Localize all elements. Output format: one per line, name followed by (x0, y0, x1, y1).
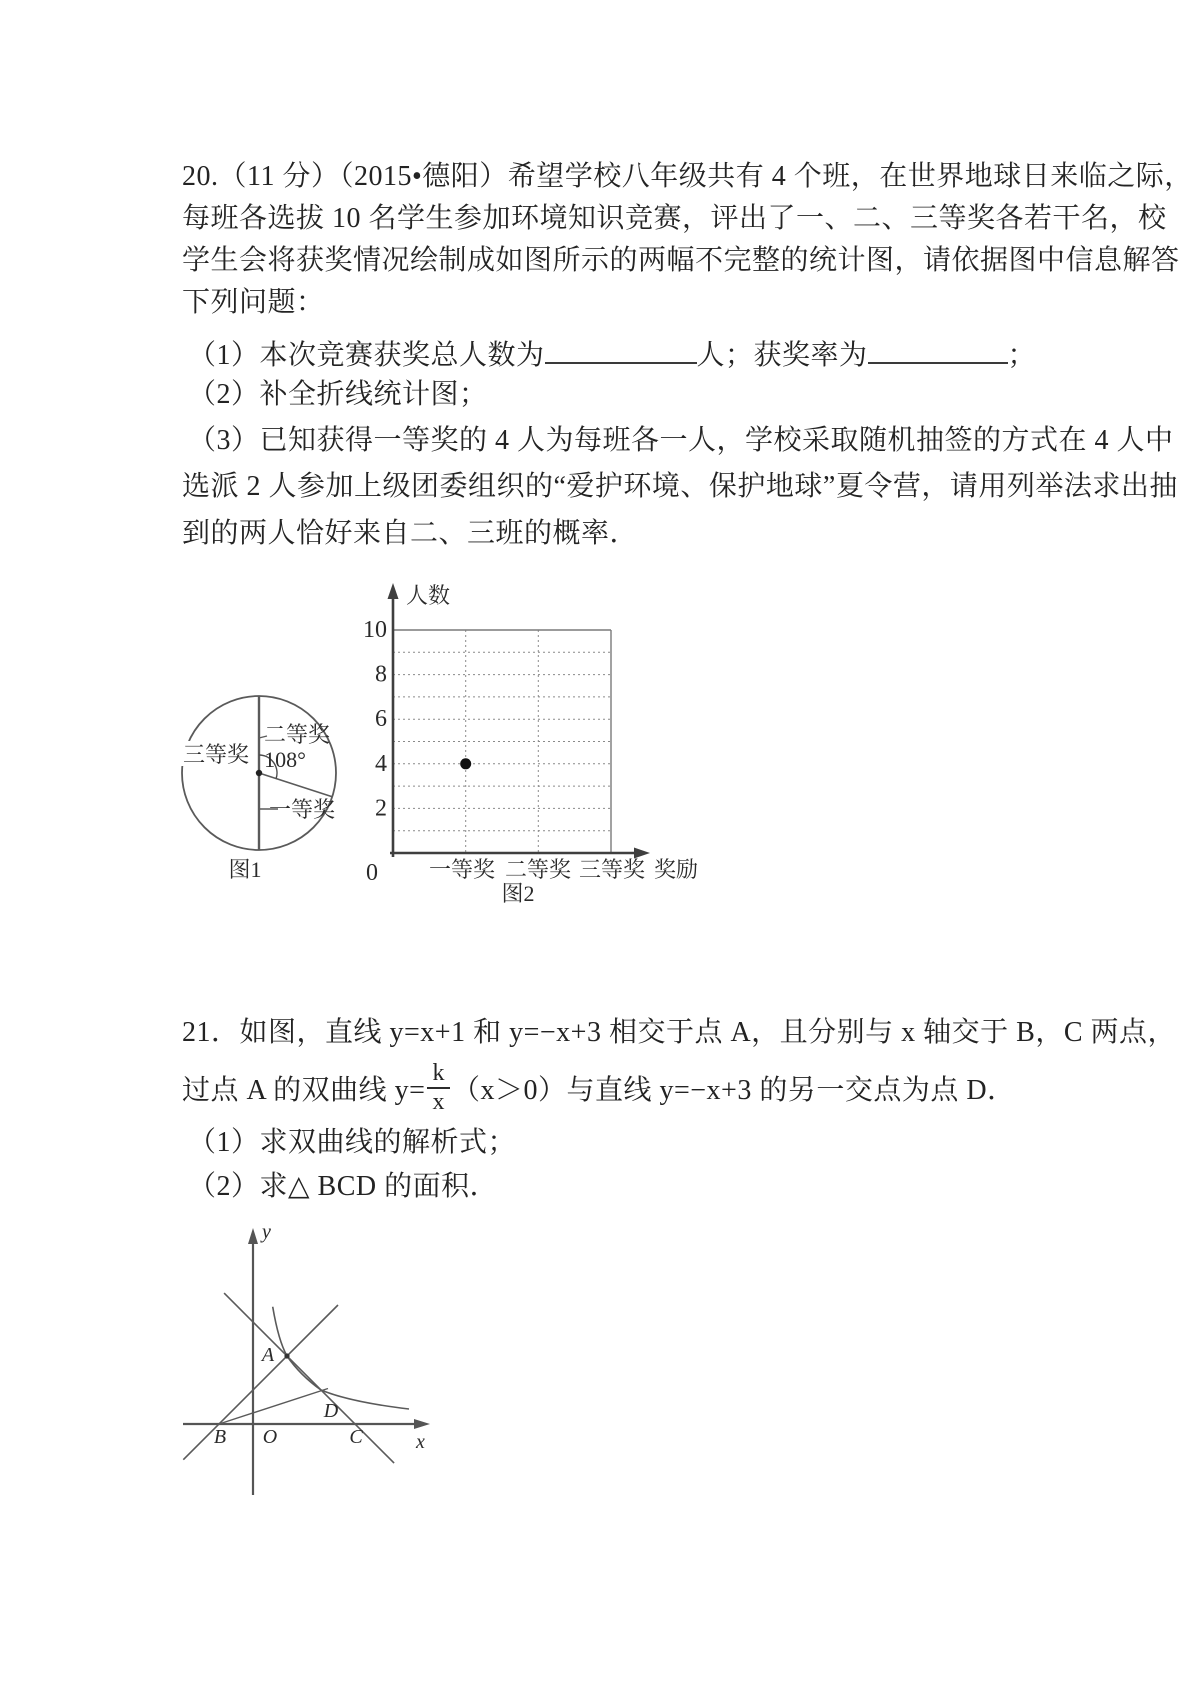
pie-label-third-prize: 三等奖 (182, 742, 250, 767)
answer-blank-rate (868, 334, 1008, 364)
y-axis-title: 人数 (406, 583, 451, 608)
ytick-10: 10 (363, 617, 387, 643)
q20-sub1-mid: 人；获奖率为 (696, 340, 868, 371)
origin-label: 0 (366, 860, 378, 886)
ytick-2: 2 (375, 795, 387, 822)
q20-sub1-pre: （1）本次竞赛获奖总人数为 (188, 340, 545, 371)
pie-center-dot (256, 770, 262, 776)
segment-BD (219, 1389, 328, 1425)
grid-vertical-lines (466, 630, 539, 853)
pie-radius-108 (259, 773, 332, 797)
q20-sub3-line-3: 到的两人恰好来自二、三班的概率． (182, 518, 639, 549)
q21-line2-pre: 过点 A 的双曲线 y= (182, 1075, 426, 1106)
pie-label-second-prize: 二等奖 (263, 722, 331, 747)
q20-line-3: 学生会将获奖情况绘制成如图所示的两幅不完整的统计图，请依据图中信息解答 (182, 245, 1180, 276)
fraction-denominator: x (432, 1089, 445, 1115)
figure1-caption: 图1 (228, 857, 262, 882)
axis-label-y: y (262, 1221, 271, 1243)
q20-sub1 (188, 334, 1036, 371)
hyperbola-curve (273, 1307, 409, 1409)
q21-line2-post: （x＞0）与直线 y=−x+3 的另一交点为点 D． (451, 1075, 1016, 1106)
q20-line-4: 下列问题： (182, 287, 325, 318)
point-label-D: D (323, 1400, 339, 1422)
fraction-k-over-x (427, 1060, 450, 1116)
pie-label-first-prize: 一等奖 (268, 797, 336, 822)
q20-sub3-line-1: （3）已知获得一等奖的 4 人为每班各一人，学校采取随机抽签的方式在 4 人中 (188, 425, 1174, 456)
grid-horizontal-lines (393, 652, 611, 830)
xcat-first-prize: 一等奖 (428, 857, 496, 882)
figure-20 (150, 575, 710, 915)
xcat-second-prize: 二等奖 (504, 857, 572, 882)
x-axis-title: 奖励 (654, 857, 699, 882)
q20-line-1: 20.（11 分）（2015•德阳）希望学校八年级共有 4 个班，在世界地球日来临之际， (182, 161, 1193, 192)
q21-sub2: （2）求△ BCD 的面积． (188, 1171, 499, 1202)
ytick-6: 6 (375, 706, 387, 733)
axis-label-x: x (416, 1431, 425, 1453)
q20-sub2: （2）补全折线统计图； (188, 379, 488, 410)
line-chart (363, 583, 698, 906)
line-y-equals-minus-x-plus-3 (224, 1293, 394, 1463)
point-A-dot (284, 1353, 289, 1358)
point-label-C: C (349, 1426, 363, 1448)
q21-sub1: （1）求双曲线的解析式； (188, 1127, 517, 1158)
point-label-O: O (262, 1426, 278, 1448)
q20-line-2: 每班各选拔 10 名学生参加环境知识竞赛，评出了一、二、三等奖各若干名，校 (182, 203, 1167, 234)
point-label-B: B (213, 1426, 227, 1448)
line-y-equals-x-plus-1 (183, 1305, 338, 1460)
q21-line-1: 21．如图，直线 y=x+1 和 y=−x+3 相交于点 A，且分别与 x 轴交于 B，C 两点， (182, 1017, 1177, 1048)
y-axis-arrow (388, 583, 399, 599)
answer-blank-total (545, 334, 697, 364)
fraction-numerator: k (427, 1060, 450, 1089)
data-point-first-prize-4 (460, 758, 471, 769)
q20-sub1-end: ； (1007, 340, 1037, 371)
xcat-third-prize: 三等奖 (578, 857, 646, 882)
pie-angle-label: 108° (264, 747, 306, 772)
q21-line-2 (182, 1060, 1016, 1116)
pie-chart (180, 696, 336, 882)
figure2-caption: 图2 (501, 881, 535, 906)
y-axis-arrow (248, 1228, 258, 1244)
ytick-8: 8 (375, 661, 387, 688)
ytick-4: 4 (375, 750, 387, 777)
x-axis-arrow (414, 1419, 430, 1429)
figure-21 (170, 1210, 460, 1510)
q20-sub3-line-2: 选派 2 人参加上级团委组织的“爱护环境、保护地球”夏令营，请用列举法求出抽 (182, 471, 1178, 502)
point-label-A: A (261, 1344, 275, 1366)
